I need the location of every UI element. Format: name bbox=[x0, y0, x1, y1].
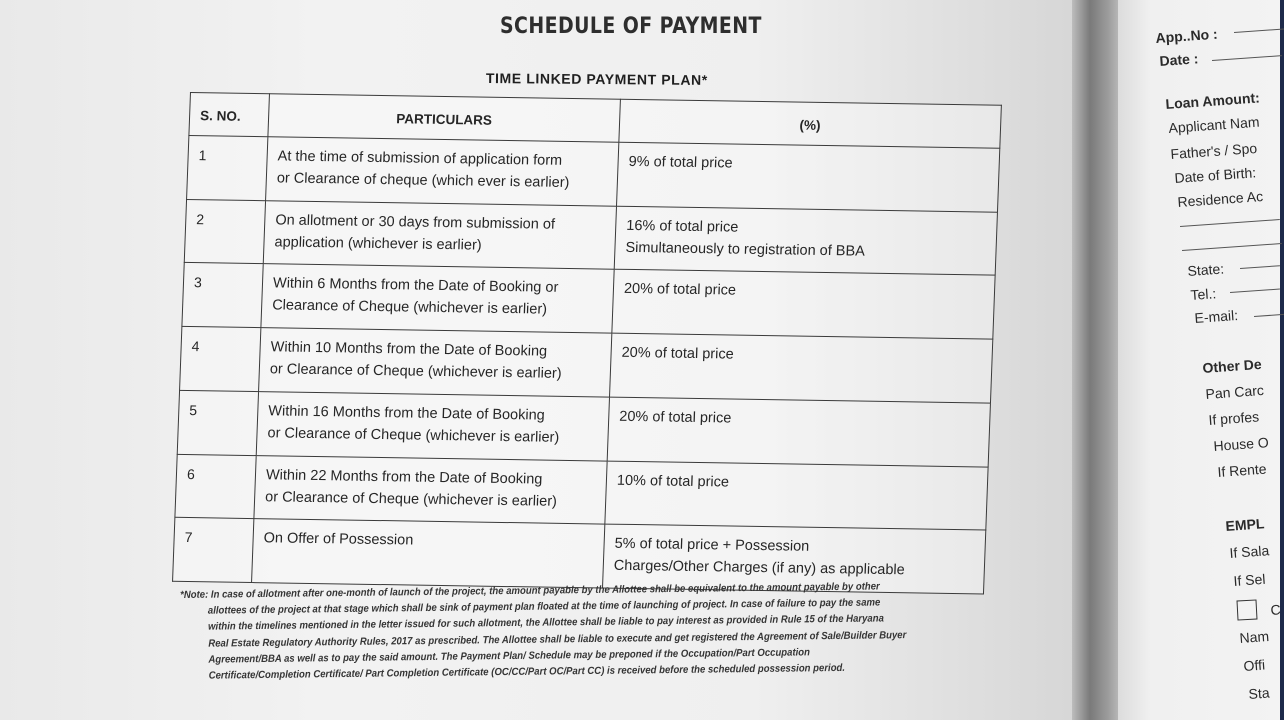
label-office: Offi bbox=[1243, 656, 1266, 674]
label-email: E-mail: bbox=[1194, 306, 1239, 326]
footnote bbox=[180, 579, 949, 686]
particulars-line: Within 22 Months from the Date of Booking bbox=[265, 466, 543, 488]
label-other-details: Other De bbox=[1202, 355, 1263, 376]
footnote-line: *Note: In case of allotment after one-month of launch of the project, the amount payable by the Allottee shall be equivalent to the amount payable by other bbox=[180, 581, 880, 601]
row-sno: 7 bbox=[173, 518, 254, 583]
percent-line: 9% of total price bbox=[628, 153, 733, 172]
right-page bbox=[1118, 0, 1280, 720]
header-percent: (%) bbox=[619, 99, 1002, 148]
row-particulars bbox=[256, 391, 609, 460]
date-underline bbox=[1212, 55, 1282, 61]
label-dob: Date of Birth: bbox=[1174, 164, 1257, 186]
payment-plan-table-wrap bbox=[172, 92, 1002, 595]
percent-line: 10% of total price bbox=[616, 472, 730, 491]
row-particulars bbox=[254, 455, 607, 524]
state-underline bbox=[1240, 265, 1280, 269]
document-subtitle: TIME LINKED PAYMENT PLAN* bbox=[485, 70, 708, 88]
label-if-profes: If profes bbox=[1208, 408, 1260, 428]
row-percent bbox=[617, 142, 1000, 212]
app-no-underline bbox=[1234, 29, 1284, 33]
particulars-line: or Clearance of Cheque (whichever is earlier) bbox=[267, 425, 560, 446]
residence-underline-1 bbox=[1180, 219, 1280, 227]
label-state: State: bbox=[1187, 260, 1225, 279]
row-particulars bbox=[263, 200, 616, 269]
row-sno: 2 bbox=[184, 199, 265, 264]
particulars-line: or Clearance of cheque (which ever is earlier) bbox=[276, 170, 570, 191]
percent-line: Charges/Other Charges (if any) as applicable bbox=[613, 557, 906, 579]
particulars-line: or Clearance of Cheque (whichever is earlier) bbox=[264, 488, 558, 510]
label-pan-card: Pan Carc bbox=[1205, 381, 1265, 402]
footnote-line: within the timelines mentioned in the letter issued for such allotment, the Allottee shall be liable to pay interest as provided in Rule 15 of the Haryana bbox=[208, 613, 884, 634]
residence-underline-2 bbox=[1182, 243, 1282, 251]
footnote-line: Agreement/BBA as well as to pay the said amount. The Payment Plan/ Schedule may be preponed if the Occupation/Part Occupation bbox=[208, 647, 810, 666]
label-state-2: Sta bbox=[1248, 684, 1271, 702]
label-if-rented: If Rente bbox=[1217, 460, 1268, 480]
label-checkbox-option: C bbox=[1270, 601, 1282, 618]
percent-line: 20% of total price bbox=[623, 281, 737, 300]
row-percent bbox=[607, 397, 990, 467]
email-underline bbox=[1254, 314, 1284, 317]
row-sno: 1 bbox=[187, 135, 268, 200]
row-sno: 5 bbox=[177, 390, 258, 455]
percent-line: Simultaneously to registration of BBA bbox=[625, 239, 866, 260]
document-title: SCHEDULE OF PAYMENT bbox=[500, 14, 762, 39]
row-sno: 4 bbox=[180, 327, 261, 392]
particulars-line: Within 16 Months from the Date of Booking bbox=[268, 403, 546, 424]
row-particulars bbox=[259, 328, 612, 397]
particulars-line: or Clearance of Cheque (whichever is earlier) bbox=[269, 361, 562, 382]
label-if-salaried: If Sala bbox=[1229, 542, 1270, 561]
employment-checkbox[interactable] bbox=[1236, 599, 1257, 620]
label-loan-amount: Loan Amount: bbox=[1165, 89, 1261, 112]
particulars-line: On allotment or 30 days from submission of bbox=[275, 212, 556, 233]
footnote-line: Certificate/Completion Certificate/ Part Completion Certificate (OC/CC/Part OC/Part CC) is received before the scheduled possession period. bbox=[208, 662, 846, 682]
row-percent bbox=[614, 206, 997, 276]
row-sno: 6 bbox=[175, 454, 256, 519]
percent-line: 16% of total price bbox=[626, 217, 739, 236]
row-particulars bbox=[252, 519, 605, 588]
particulars-line: On Offer of Possession bbox=[263, 530, 414, 549]
label-applicant-name: Applicant Nam bbox=[1168, 113, 1260, 136]
label-employment: EMPL bbox=[1225, 515, 1265, 534]
label-name: Nam bbox=[1239, 627, 1270, 646]
footnote-line: Real Estate Regulatory Authority Rules, 2017 as prescribed. The Allottee shall be liable to execute and get registered the Agreement of Sale/Builder Buyer bbox=[208, 629, 907, 650]
footnote-line: allottees of the project at that stage which shall be sink of payment plan floated at the time of launching of project. In case of failure to pay the same bbox=[207, 597, 881, 617]
label-if-self: If Sel bbox=[1233, 570, 1266, 589]
label-residence: Residence Ac bbox=[1177, 188, 1264, 210]
row-particulars bbox=[266, 137, 619, 206]
particulars-line: Within 6 Months from the Date of Booking or bbox=[272, 275, 559, 297]
row-particulars bbox=[261, 264, 614, 333]
percent-line: 20% of total price bbox=[621, 344, 734, 363]
row-percent bbox=[605, 461, 988, 531]
label-tel: Tel.: bbox=[1190, 285, 1217, 303]
header-sno: S. NO. bbox=[189, 93, 270, 137]
label-house-owned: House O bbox=[1213, 434, 1270, 454]
label-father-spouse: Father's / Spo bbox=[1170, 139, 1258, 162]
percent-line: 5% of total price + Possession bbox=[614, 535, 810, 555]
particulars-line: At the time of submission of application form bbox=[277, 148, 563, 169]
tel-underline bbox=[1230, 289, 1280, 293]
particulars-line: application (whichever is earlier) bbox=[274, 234, 482, 254]
row-percent bbox=[610, 333, 993, 403]
label-date: Date : bbox=[1159, 50, 1199, 69]
row-sno: 3 bbox=[182, 263, 263, 328]
row-percent bbox=[612, 270, 995, 340]
particulars-line: Within 10 Months from the Date of Booking bbox=[270, 339, 548, 360]
payment-plan-table bbox=[172, 92, 1002, 595]
particulars-line: Clearance of Cheque (whichever is earlier) bbox=[271, 297, 548, 319]
label-app-no: App..No : bbox=[1155, 25, 1219, 46]
percent-line: 20% of total price bbox=[619, 408, 732, 427]
header-particulars: PARTICULARS bbox=[268, 94, 621, 142]
